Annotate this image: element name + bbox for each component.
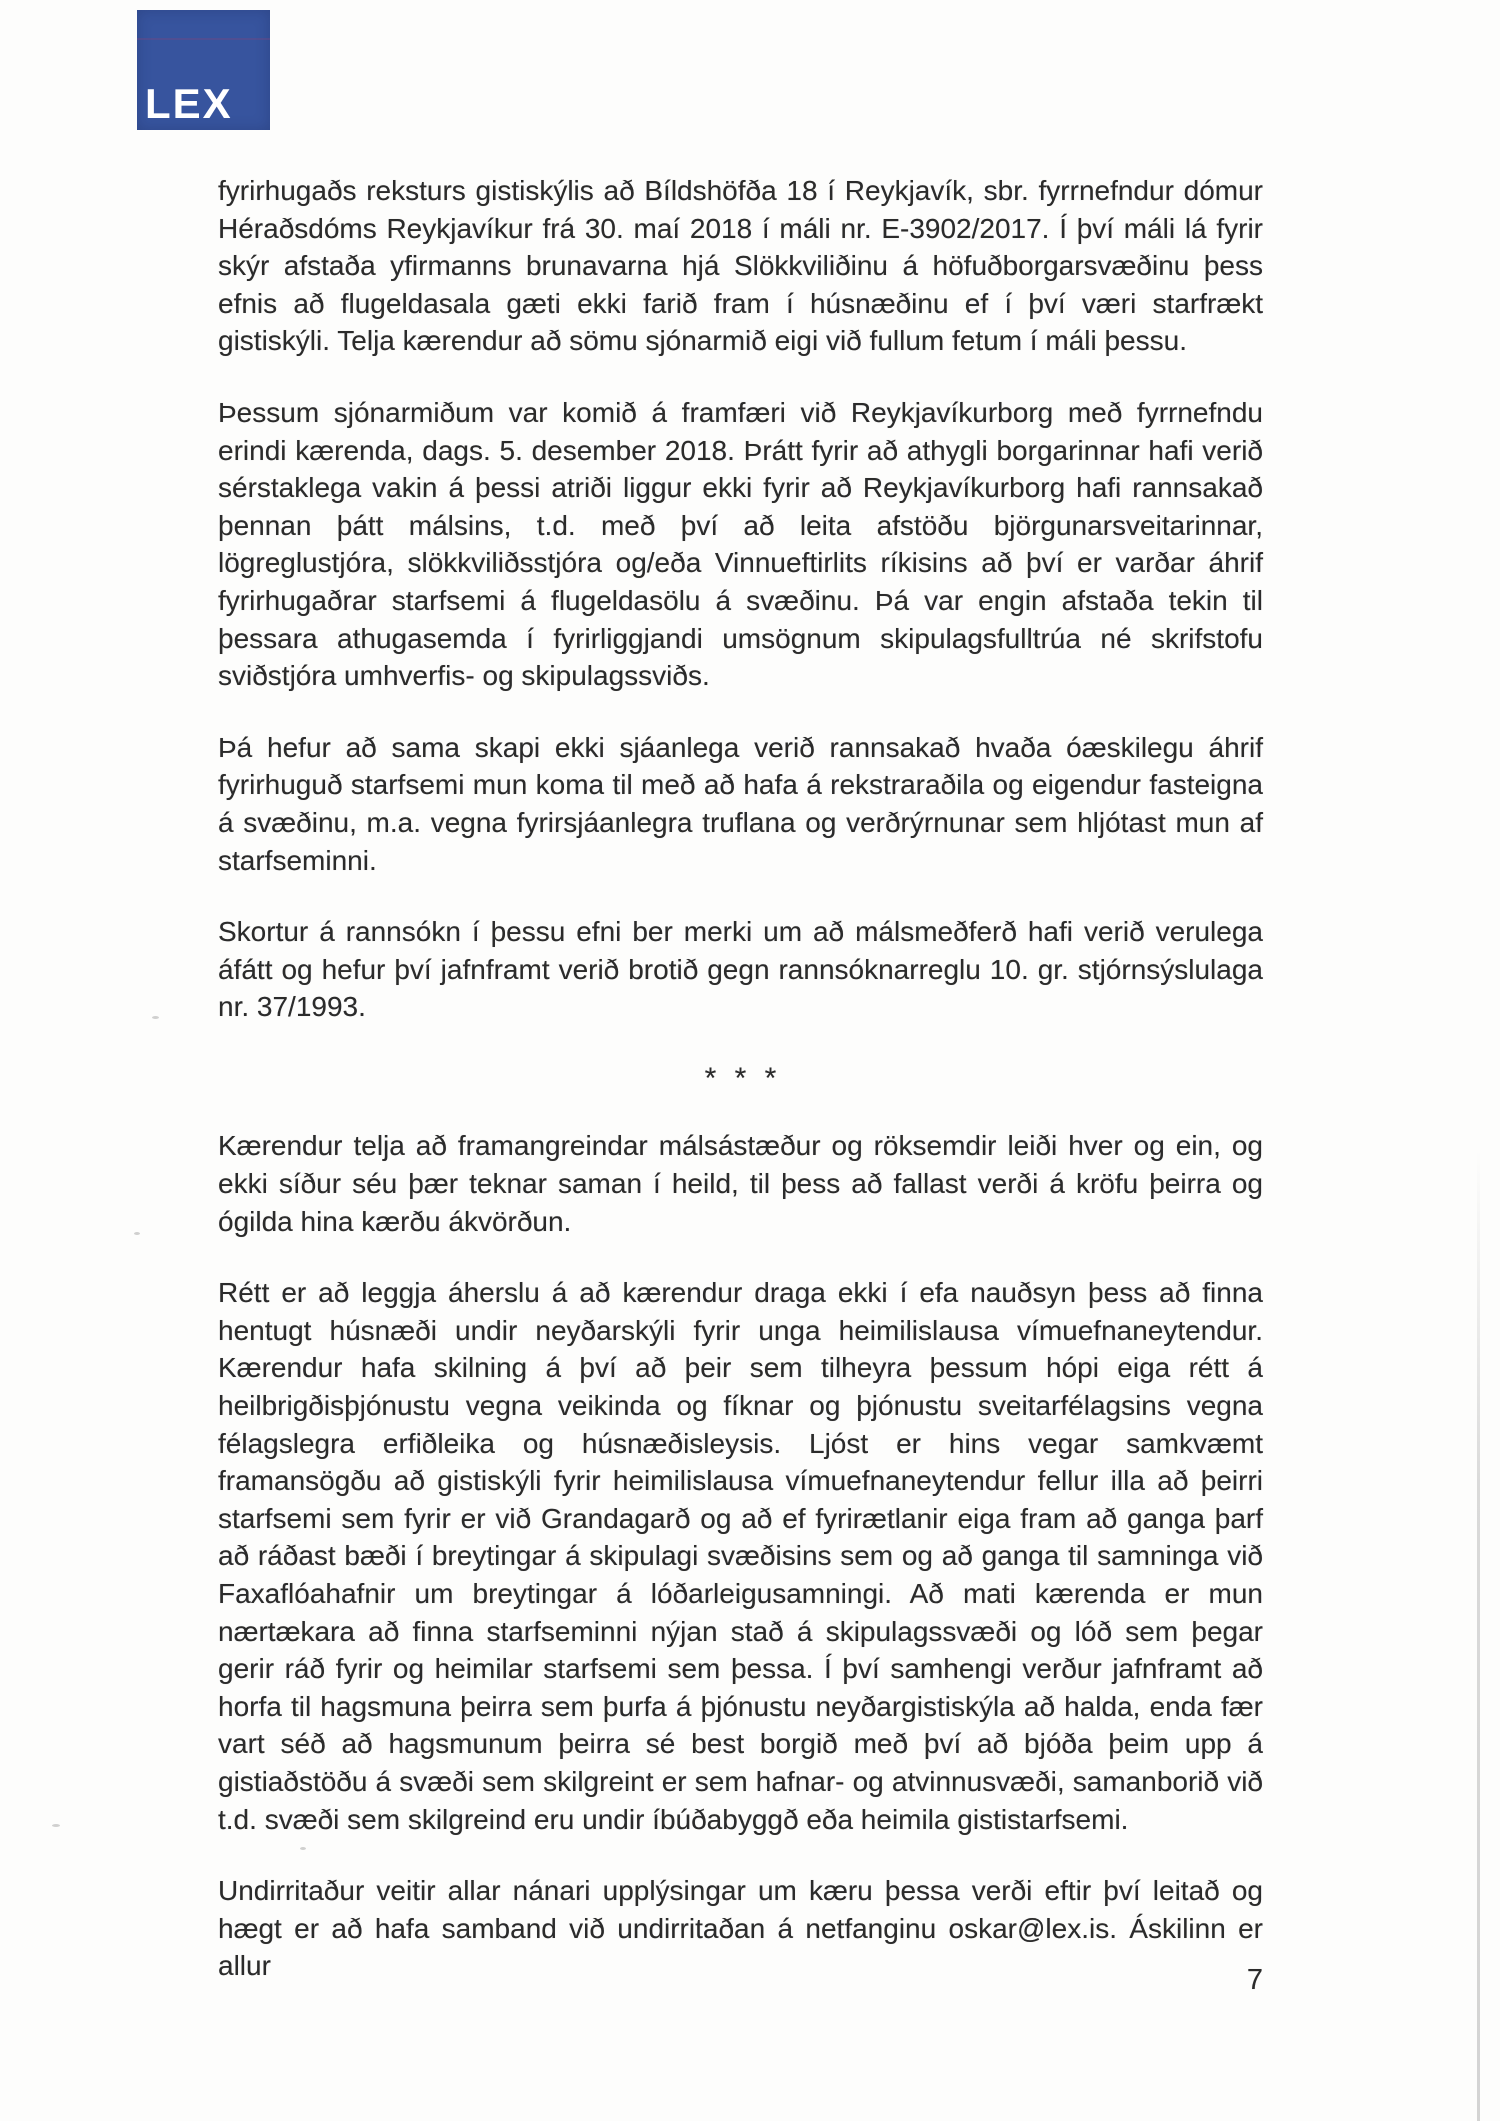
paragraph-1: fyrirhugaðs reksturs gistiskýlis að Bíldshöfða 18 í Reykjavík, sbr. fyrrnefndur dómur Héraðsdóms Reykjavíkur frá 30. maí 2018 í máli nr. E-3902/2017. Í því máli lá fyrir skýr afstaða yfirmanns brunavarna hjá Slökkviliðinu á höfuðborgarsvæðinu þess efnis að flugeldasala gæti ekki farið fram í húsnæðinu ef í því væri starfrækt gistiskýli. Telja kærendur að sömu sjónarmið eigi við fullum fetum í máli þessu. — [218, 175, 1263, 357]
scan-speck — [152, 1016, 159, 1019]
document-body — [218, 172, 1263, 2019]
paragraph-7: Undirritaður veitir allar nánari upplýsingar um kæru þessa verði eftir því leitað og hægt er að hafa samband við undirritaðan á netfanginu oskar@lex.is. Áskilinn er allur — [218, 1875, 1263, 1982]
lex-logo-text: LEX — [145, 80, 233, 127]
scan-speck — [52, 1824, 60, 1827]
lex-logo — [137, 10, 270, 130]
scan-speck — [300, 1847, 306, 1850]
page-number: 7 — [1246, 1964, 1263, 1996]
section-separator: * * * — [704, 1061, 777, 1095]
paragraph-4: Skortur á rannsókn í þessu efni ber merki um að málsmeðferð hafi verið verulega áfátt og hefur því jafnframt verið brotið gegn rannsóknarreglu 10. gr. stjórnsýslulaga nr. 37/1993. — [218, 916, 1263, 1023]
scan-speck — [134, 1232, 140, 1235]
paragraph-2: Þessum sjónarmiðum var komið á framfæri við Reykjavíkurborg með fyrrnefndu erindi kærenda, dags. 5. desember 2018. Þrátt fyrir að athygli borgarinnar hafi verið sérstaklega vakin á þessi atriði liggur ekki fyrir að Reykjavíkurborg hafi rannsakað þennan þátt málsins, t.d. með því að leita afstöðu björgunarsveitarinnar, lögreglustjóra, slökkviliðsstjóra og/eða Vinnueftirlits ríkisins að því er varðar áhrif fyrirhugaðrar starfsemi á flugeldasölu á svæðinu. Þá var engin afstaða tekin til þessara athugasemda í fyrirliggjandi umsögnum skipulagsfulltrúa né skrifstofu sviðstjóra umhverfis- og skipulagssviðs. — [218, 396, 1263, 692]
paragraph-6: Rétt er að leggja áherslu á að kærendur draga ekki í efa nauðsyn þess að finna hentugt húsnæði undir neyðarskýli fyrir unga heimilislausa vímuefnaneytendur. Kærendur hafa skilning á því að þeir sem tilheyra þessum hópi eiga rétt á heilbrigðisþjónustu vegna veikinda og fíknar og þjónustu sveitarfélagsins vegna félagslegra erfiðleika og húsnæðisleysis. Ljóst er hins vegar samkvæmt framansögðu að gistiskýli fyrir heimilislausa vímuefnaneytendur fellur illa að þeirri starfsemi sem fyrir er við Grandagarð og að ef fyrirætlanir eiga fram að ganga þarf að ráðast bæði í breytingar á skipulagi svæðisins sem og að ganga til samninga við Faxaflóahafnir um breytingar á lóðarleigusamningi. Að mati kærenda er mun nærtækara að finna starfseminni nýjan stað á skipulagssvæði og lóð sem þegar gerir ráð fyrir og heimilar starfsemi sem þessa. Í því samhengi verður jafnframt að horfa til hagsmuna þeirra sem þurfa á þjónustu neyðargistiskýla að halda, enda fær vart séð að hagsmunum þeirra sé best borgið með því að bjóða þeim upp á gistiaðstöðu á svæði sem skilgreint er sem hafnar- og atvinnusvæði, samanborið við t.d. svæði sem skilgreind eru undir íbúðabyggð eða heimila gististarfsemi. — [218, 1277, 1263, 1835]
paragraph-5: Kærendur telja að framangreindar málsástæður og röksemdir leiði hver og ein, og ekki síður séu þær teknar saman í heild, til þess að fallast verði á kröfu þeirra og ógilda hina kærðu ákvörðun. — [218, 1130, 1263, 1237]
paragraph-3: Þá hefur að sama skapi ekki sjáanlega verið rannsakað hvaða óæskilegu áhrif fyrirhuguð starfsemi mun koma til með að hafa á rekstraraðila og eigendur fasteigna á svæðinu, m.a. vegna fyrirsjáanlegra truflana og verðrýrnunar sem hljótast mun af starfseminni. — [218, 731, 1263, 876]
logo-accent-line — [137, 38, 270, 40]
scan-edge-artifact — [1477, 1150, 1480, 2121]
